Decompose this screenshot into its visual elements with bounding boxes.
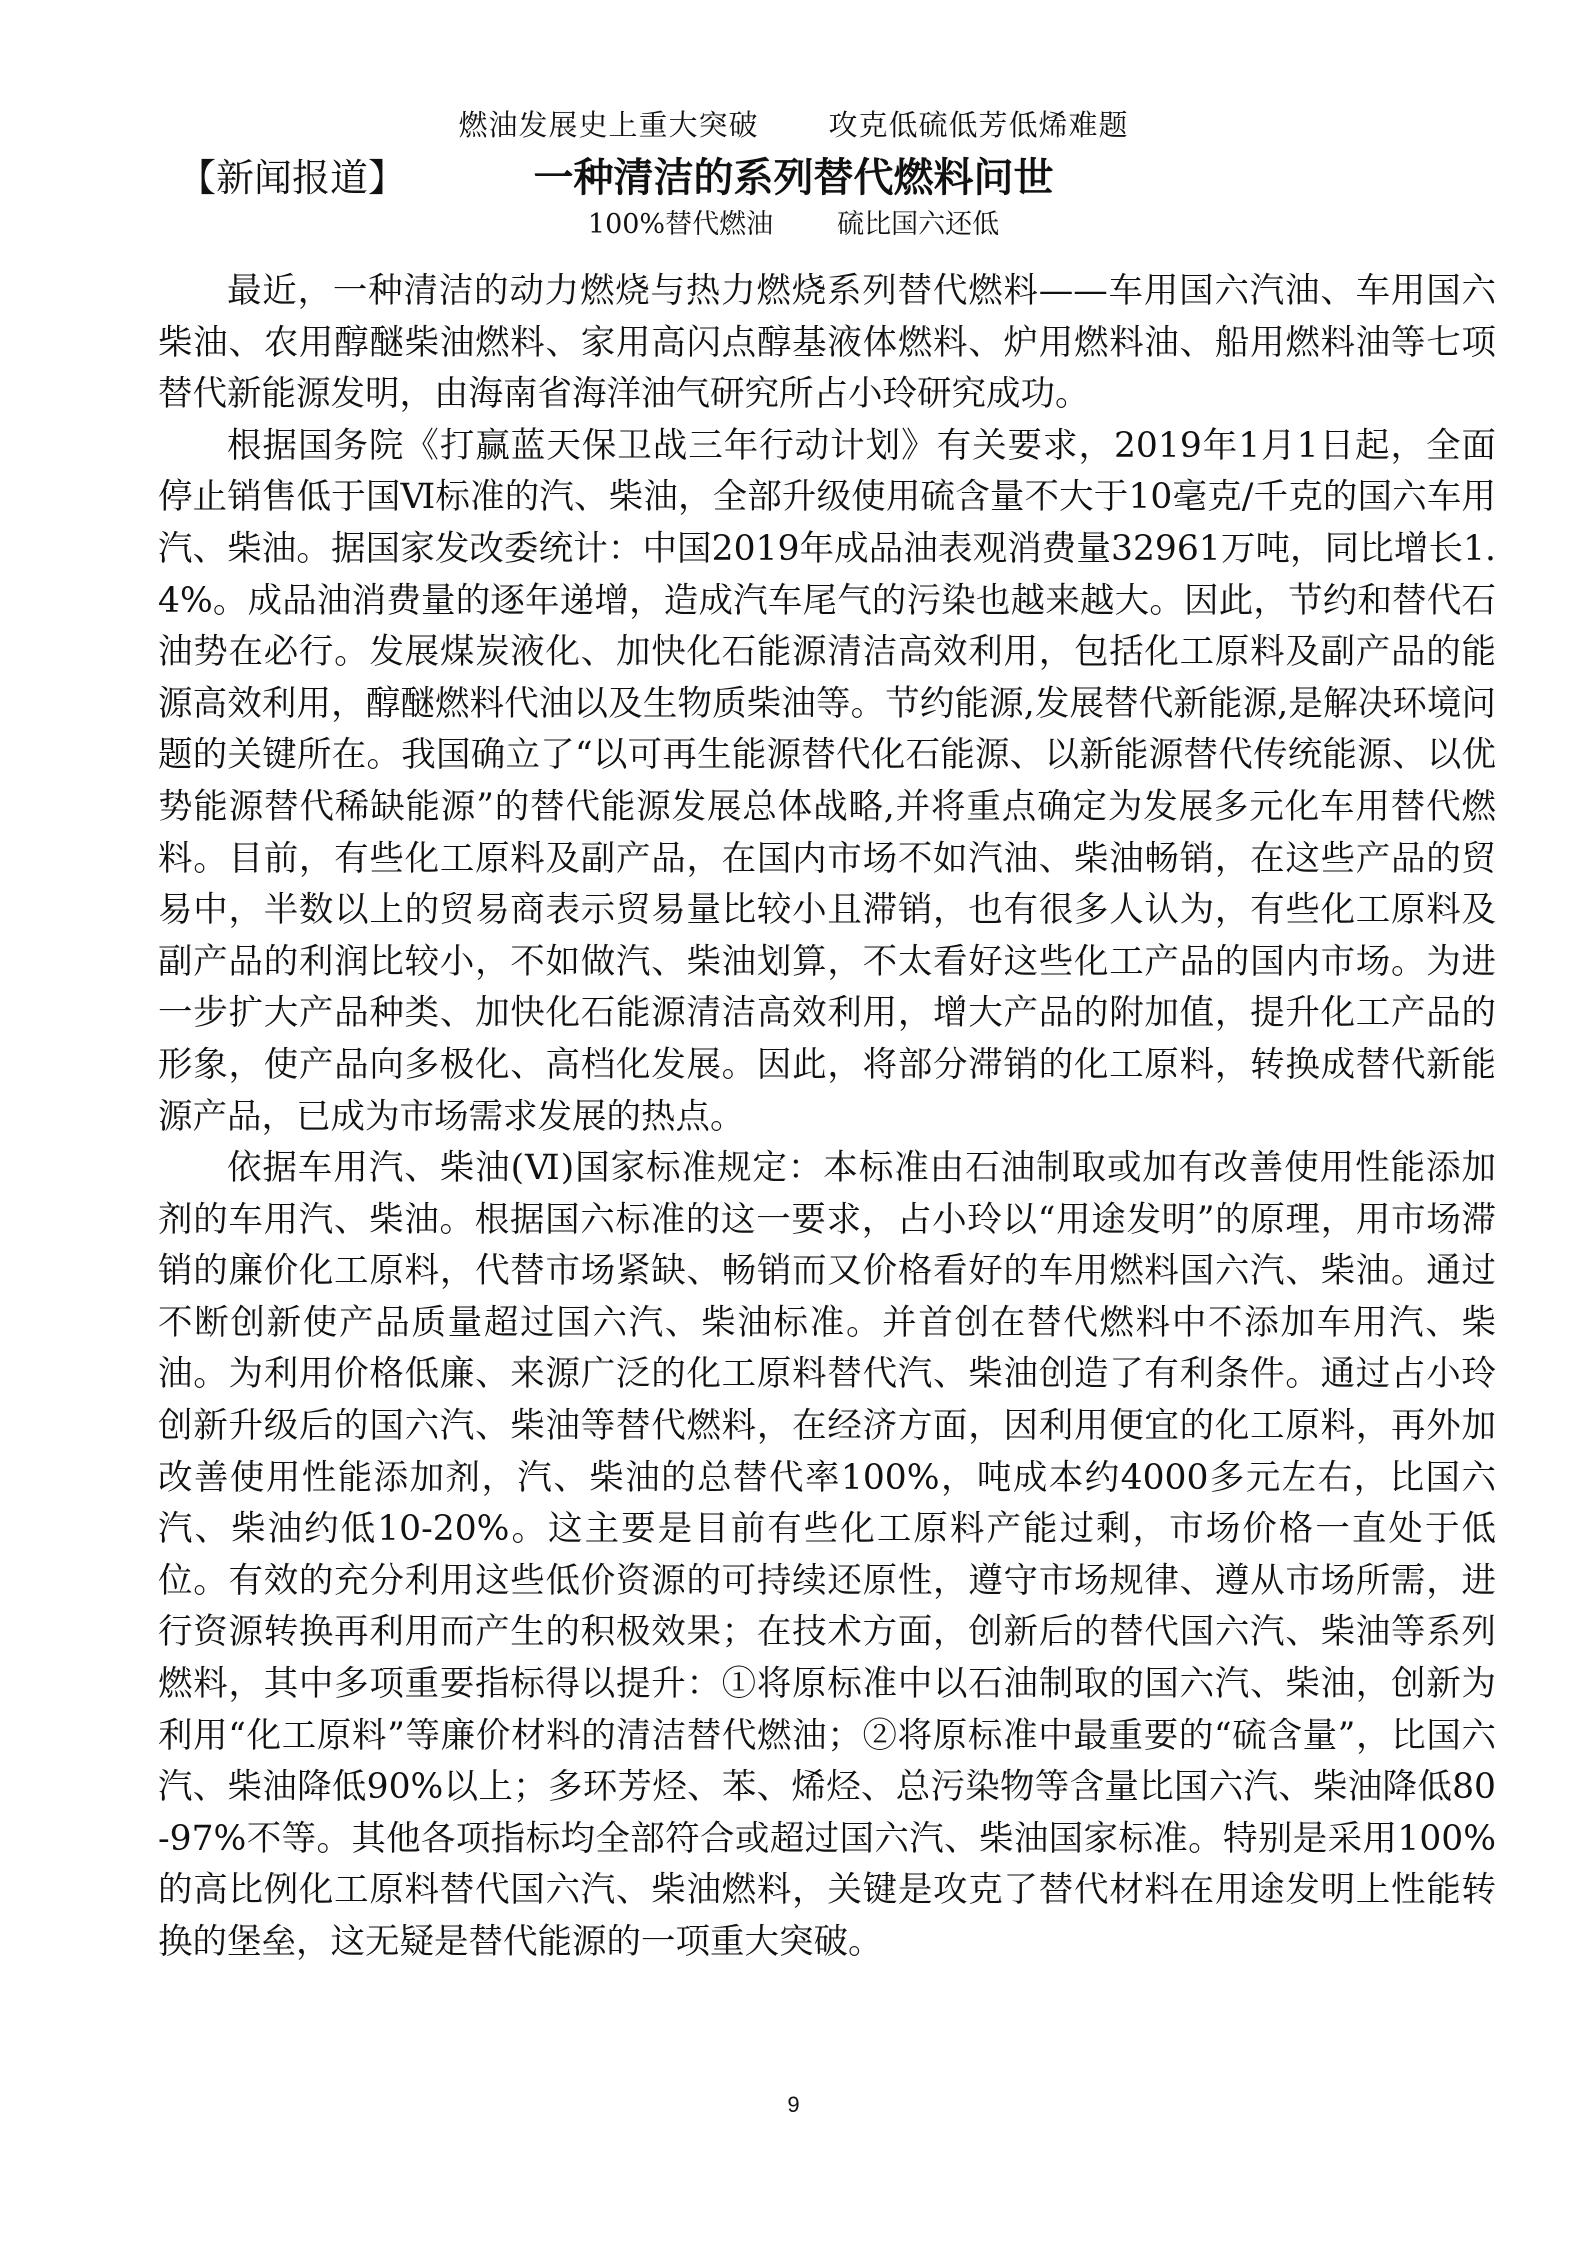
page-number: 9 xyxy=(787,2092,800,2117)
paragraph-3: 依据车用汽、柴油(Ⅵ)国家标准规定：本标准由石油制取或加有改善使用性能添加剂的车用汽、柴油。根据国六标准的这一要求，占小玲以“用途发明”的原理，用市场滞销的廉价化工原料，代替市场紧缺、畅销而又价格看好的车用燃料国六汽、柴油。通过不断创新使产品质量超过国六汽、柴油标准。并首创在替代燃料中不添加车用汽、柴油。为利用价格低廉、来源广泛的化工原料替代汽、柴油创造了有利条件。通过占小玲创新升级后的国六汽、柴油等替代燃料，在经济方面，因利用便宜的化工原料，再外加改善使用性能添加剂，汽、柴油的总替代率100%，吨成本约4000多元左右，比国六汽、柴油约低10-20%。这主要是目前有些化工原料产能过剩，市场价格一直处于低位。有效的充分利用这些低价资源的可持续还原性，遵守市场规律、遵从市场所需，进行资源转换再利用而产生的积极效果；在技术方面，创新后的替代国六汽、柴油等系列燃料，其中多项重要指标得以提升：①将原标准中以石油制取的国六汽、柴油，创新为利用“化工原料”等廉价材料的清洁替代燃油；②将原标准中最重要的“硫含量”，比国六汽、柴油降低90%以上；多环芳烃、苯、烯烃、总污染物等含量比国六汽、柴油降低80-97%不等。其他各项指标均全部符合或超过国六汽、柴油国家标准。特别是采用100%的高比例化工原料替代国六汽、柴油燃料，关键是攻克了替代材料在用途发明上性能转换的堡垒，这无疑是替代能源的一项重大突破。 xyxy=(158,1148,1496,1962)
kicker-left: 燃油发展史上重大突破 xyxy=(458,108,759,142)
paragraph-2: 根据国务院《打赢蓝天保卫战三年行动计划》有关要求，2019年1月1日起，全面停止销售低于国Ⅵ标准的汽、柴油，全部升级使用硫含量不大于10毫克/千克的国六车用汽、柴油。据国家发改委统计：中国2019年成品油表观消费量32961万吨，同比增长1.4%。成品油消费量的逐年递增，造成汽车尾气的污染也越来越大。因此，节约和替代石油势在必行。发展煤炭液化、加快化石能源清洁高效利用，包括化工原料及副产品的能源高效利用，醇醚燃料代油以及生物质柴油等。节约能源,发展替代新能源,是解决环境问题的关键所在。我国确立了“以可再生能源替代化石能源、以新能源替代传统能源、以优势能源替代稀缺能源”的替代能源发展总体战略,并将重点确定为发展多元化车用替代燃料。目前，有些化工原料及副产品，在国内市场不如汽油、柴油畅销，在这些产品的贸易中，半数以上的贸易商表示贸易量比较小且滞销，也有很多人认为，有些化工原料及副产品的利润比较小，不如做汽、柴油划算，不太看好这些化工产品的国内市场。为进一步扩大产品种类、加快化石能源清洁高效利用，增大产品的附加值，提升化工产品的形象，使产品向多极化、高档化发展。因此，将部分滞销的化工原料，转换成替代新能源产品，已成为市场需求发展的热点。 xyxy=(158,425,1496,1137)
subhead-right: 硫比国六还低 xyxy=(837,209,1000,240)
kicker-right: 攻克低硫低芳低烯难题 xyxy=(828,108,1129,142)
subhead-left: 100%替代燃油 xyxy=(587,209,774,240)
kicker-line xyxy=(0,105,1587,145)
headline: 一种清洁的系列替代燃料问世 xyxy=(533,155,1054,201)
subheadline xyxy=(0,206,1587,244)
paragraph-1: 最近，一种清洁的动力燃烧与热力燃烧系列替代燃料——车用国六汽油、车用国六柴油、农用醇醚柴油燃料、家用高闪点醇基液体燃料、炉用燃料油、船用燃料油等七项替代新能源发明，由海南省海洋油气研究所占小玲研究成功。 xyxy=(158,271,1496,415)
news-report-tag: 【新闻报道】 xyxy=(178,156,407,200)
article-body xyxy=(158,266,1496,1969)
